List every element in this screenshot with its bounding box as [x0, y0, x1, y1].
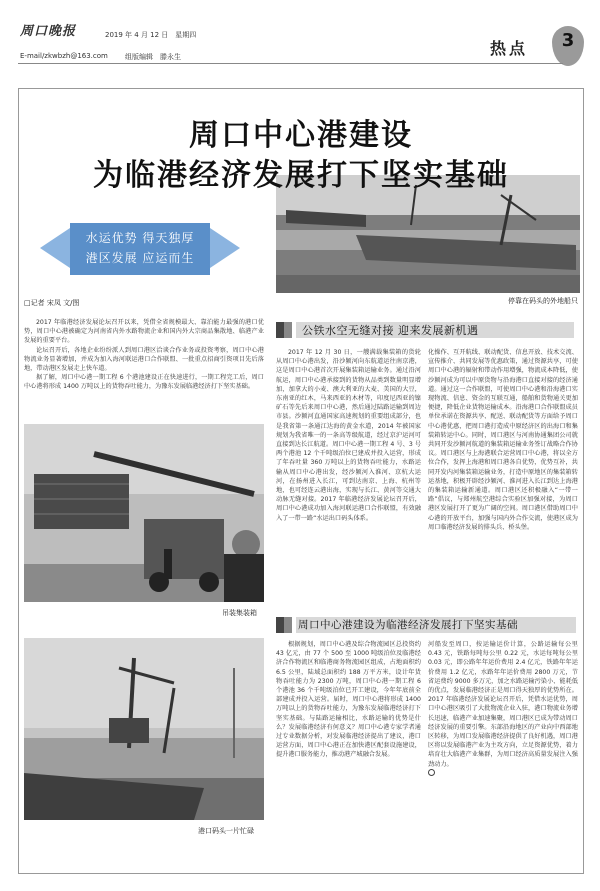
layout-editor: 组版编辑 滕永生 [125, 53, 181, 61]
crane-photo [24, 424, 264, 602]
bottom-paragraph-1: 根据规划，周口中心港及综合物流园区总投资约 43 亿元，由 77 个 500 至 1000 吨级泊位及临港经济合作物流区和临港商务物流园区组成，占地面积约 6.5 公里，陆域总面积约 188 万平方米，设计年货物吞吐能力为 2300 万吨，周口中心港一期工程 6 个港池 36 个千吨级泊位已开工建设，今年年底前全部建成并投入运营。届时，周口中心港将形成 1400 万吨以上的货物吞吐能力，为豫东发展临港经济打下坚实基础。与陆路运输相比，水路运输的优势是什么？发展临港经济有何意义？周口中心港专家学者通过专业数据分析，对发展临港经济提出了建议，港口运营方面，周口中心港正在加快港区配套设施建设，提升港口服务能力，推动港产城融合发展。 [276, 641, 421, 759]
subhead-text: 公铁水空无缝对接 迎来发展新机遇 [302, 324, 479, 337]
page-header [0, 0, 600, 80]
mid-paragraph-1: 2017 年 12 月 30 日，一艘满载集装箱的货轮从周口中心港出发，沿沙颍河向东航道运往南京港，这是周口中心港首次开展集装箱运输业务。通过沿河航运，周口中心港承接到的货物从品类到数量明显增加，加拿大的小麦、澳大利亚的大麦、美国的大豆，东南亚的红木，马来西亚的木材等，印度尼西亚的镍矿石等先后来周口中心港，然后通过陆路运输到周边市县。沙颍河直通国家高速规划的重要组成部分，也是我省第一条通江达海的黄金水道，2014 年被国家规划为我省唯一的一条高等级航道，经过京沪运河可直接到达长江航道。周口中心港一期工程 4 号、3 号两个港池 12 个千吨级泊位已建成并投入运营，形成了年吞吐量 360 万吨以上的货物吞吐能力，水路运输从周口中心港出发，经沙颍河入淮河、京杭大运河，在扬州进入长江，可到达南京、上海、杭州等地，也可经连云港出海，实现与长江、黄河等交通大动脉无缝对接。2017 年临港经济发展论坛召开后，周口中心港成功加入海河联运港口合作联盟，有效融入了一带一路“水运出口码头体系。 [276, 349, 421, 522]
ribbon-left-tail [40, 228, 70, 268]
intro-paragraph: 论坛召开后，各地企业纷纷派人到周口港区洽谈合作业务或投资考察，周口中心港物流业务显著增加，并成为加入海河联运港口合作联盟、一批重点招商引资项目先后落地，带动港区发展走上快车道。 [24, 346, 264, 373]
mid-column-1 [276, 348, 421, 523]
port-photo-caption: 港口码头一片忙碌 [198, 827, 254, 835]
slogan-ribbon [40, 218, 245, 282]
mid-paragraph-2: 化操作、互开航线、联动配货、信息开放、技术交流、宣传推介、共同发展等优惠政策，通过资源共享，可使周口中心港的辐射和带动作用增强，物流成本降低，使沙颍河成为可以中原货物与沿海港口直接对接的经济通道。通过这一合作联盟，可使周口中心港和沿海港口实现物流、信息、资金的互联互通，船舶和货物通关更加便捷，降低企业货物运输成本。沿海港口合作联盟成员单位承诺在资源共享、配送、联动配货等方面给予周口中心港优惠，把周口港打造成中原经济区的出海口和集装箱转运中心。同时，周口港区与河南协通集团公司就共同开发沙颍河航道的集装箱运输业务签订战略合作协议。周口港区与上海港联合运营周口中心港，将以全方位合作，发挥上海港和周口港各自优势，优势互补，共同开发内河集装箱运输业务，打造中原地区的集装箱转运基地，积极开辟经沙颍河、淮河进入长江到达上海港的集装箱运输新通道。周口港区还积极融入“一带一路”倡议，与郑州航空港综合实验区加强对接，为周口港区发展打开了更为广阔的空间。周口港区借助周口中心港的开放平台，加强与国内外合作交流，使港区成为周口临港经济发展的排头兵、桥头堡。 [428, 349, 578, 531]
ribbon-right-tail [210, 228, 240, 268]
subhead-rail-water [276, 320, 576, 340]
crane-photo-illustration [24, 424, 264, 602]
newspaper-logo: 周口晚报 [20, 24, 77, 39]
bottom-column-1 [276, 640, 421, 760]
subhead-marker [276, 617, 292, 633]
intro-text [24, 318, 264, 392]
section-title: 热点 [490, 39, 529, 58]
intro-paragraph: 据了解，周口中心港一期工程 6 个港池建设正在快速进行，一期工程完工后，周口中心港将形成 1400 万吨以上的货物吞吐能力，为豫东发展临港经济打下坚实基础。 [24, 374, 264, 391]
mid-column-2 [428, 348, 578, 532]
byline: □记者 宋凤 文/图 [24, 299, 80, 307]
port-photo-illustration [24, 638, 264, 820]
subhead-text: 周口中心港建设为临港经济发展打下坚实基础 [298, 619, 518, 631]
crane-photo-caption: 吊装集装箱 [222, 609, 257, 617]
ribbon-line-1: 水运优势 得天独厚 [85, 231, 195, 245]
headline-line-1: 周口中心港建设 [189, 118, 413, 153]
bottom-paragraph-2: 河船发至周口，按运输运价计算，公路运输每公里 0.43 元，铁路每吨每公里 0.22 元，水运每吨每公里 0.03 元，即公路年年运价费用 2.4 亿元，铁路年年运价费用 1.2 亿元，水路年年运价费用 2800 万元，节省运费约 9000 多万元，加之水路运输污染小、能耗低的优点，发展临港经济正是周口得天独厚的优势所在。2017 年临港经济发展论坛召开后，凭借水运优势，周口中心港区吸引了大批物流企业入驻，港口物流业务增长迅速，临港产业加速集聚，周口港区已成为带动周口经济发展的重要引擎。东部沿海地区的产业向中西部地区转移，为周口发展临港经济提供了良好机遇，周口港区将以发展临港产业为主攻方向，立足资源优势，着力培育壮大临港产业集群，为周口经济高质量发展注入强劲动力。 [428, 641, 578, 768]
headline-line-2: 为临港经济发展打下坚实基础 [93, 158, 509, 193]
subhead-marker [276, 322, 292, 338]
contact-email[interactable]: E-mail/zkwbzh@163.com [20, 52, 108, 60]
top-photo-caption: 停靠在码头的外地船只 [508, 297, 578, 305]
page-number-badge [552, 26, 584, 66]
intro-paragraph: 2017 年临港经济发展论坛召开以来，凭借全省规模最大、靠泊能力最强的港口优势，周口中心港被确定为河南省内外水路物流企业和国内外大宗商品集散地、临港产业发展的重要平台。 [24, 319, 264, 345]
bottom-column-2 [428, 640, 578, 778]
header-rule [18, 63, 563, 64]
port-photo [24, 638, 264, 820]
subhead-port-economy [276, 615, 576, 635]
issue-date: 2019 年 4 月 12 日 星期四 [105, 31, 197, 39]
page-number: 3 [561, 30, 575, 51]
ribbon-line-2: 港区发展 应运而生 [85, 251, 195, 265]
article-end-icon [428, 769, 435, 776]
